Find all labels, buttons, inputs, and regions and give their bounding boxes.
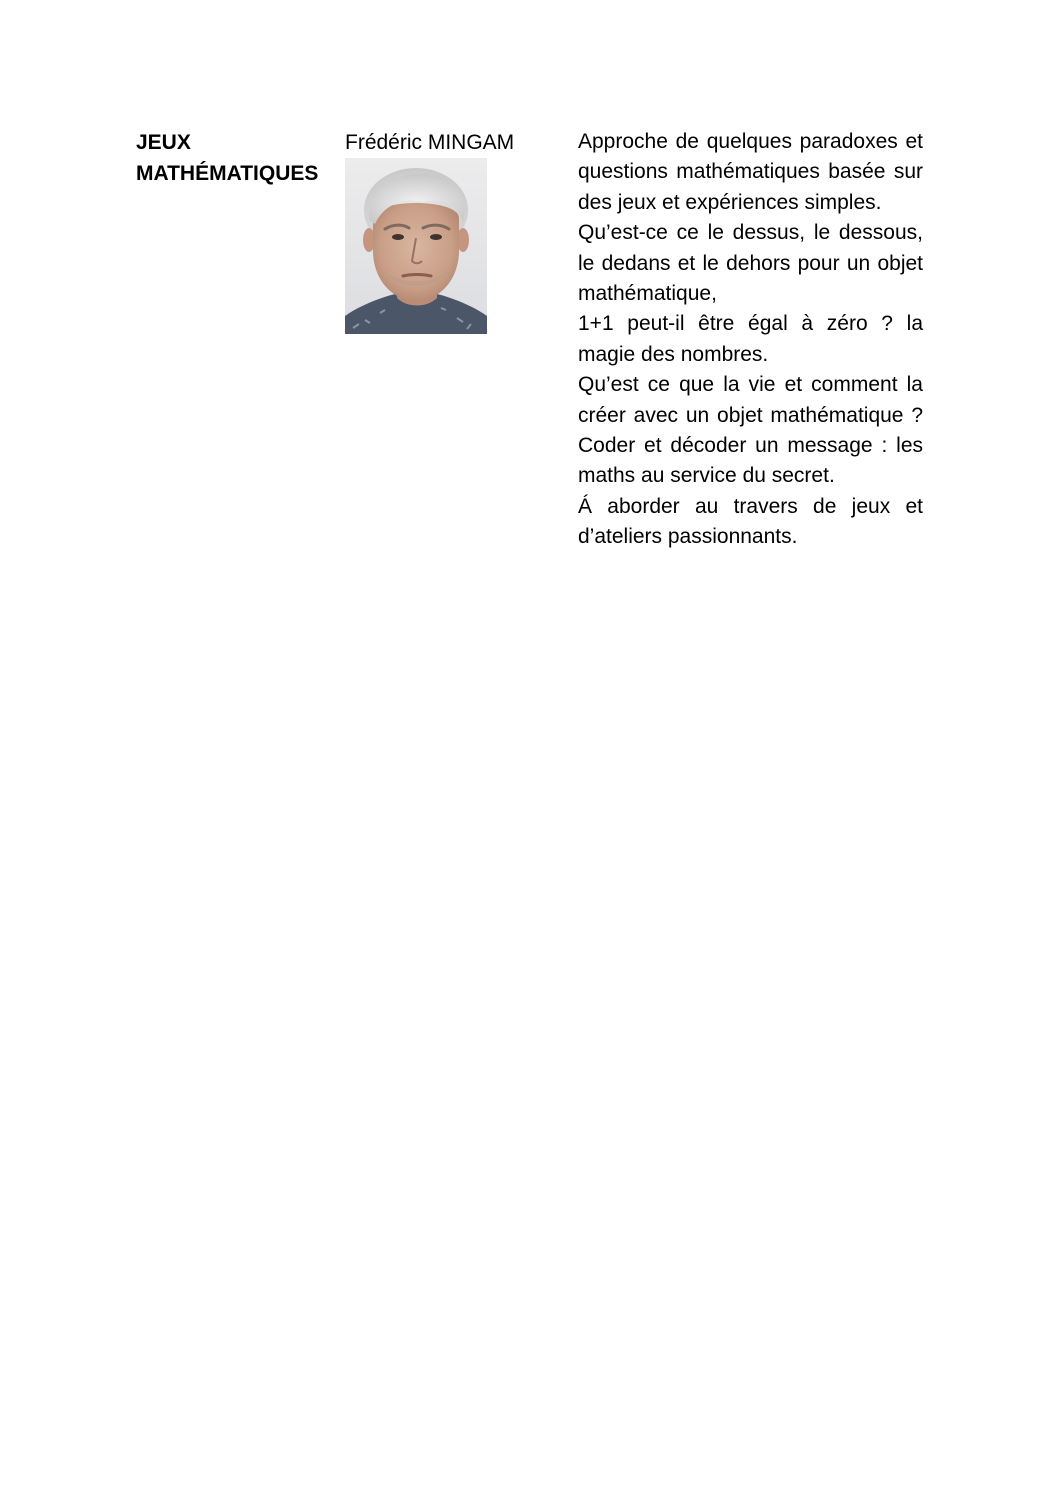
- presenter-name: Frédéric MINGAM: [345, 131, 515, 154]
- workshop-title: [136, 127, 336, 189]
- description-paragraph-3: 1+1 peut-il être égal à zéro ? la magie des nombres.: [578, 312, 923, 366]
- presenter-portrait-image: [345, 158, 487, 334]
- workshop-title-line-1: JEUX: [136, 131, 191, 154]
- presenter-photo: [345, 158, 487, 334]
- description-paragraph-2: Qu’est-ce ce le dessus, le dessous, le dedans et le dehors pour un objet mathématique,: [578, 221, 923, 306]
- workshop-title-line-2: MATHÉMATIQUES: [136, 162, 319, 185]
- workshop-description: [578, 127, 923, 553]
- presenter-block: [345, 127, 565, 334]
- description-paragraph-4: Qu’est ce que la vie et comment la créer avec un objet mathématique ? Coder et décoder un message : les maths au service du secret.: [578, 373, 923, 488]
- description-paragraph-5: Á aborder au travers de jeux et d’ateliers passionnants.: [578, 494, 923, 549]
- description-paragraph-1: Approche de quelques paradoxes et questions mathématiques basée sur des jeux et expériences simples.: [578, 130, 923, 214]
